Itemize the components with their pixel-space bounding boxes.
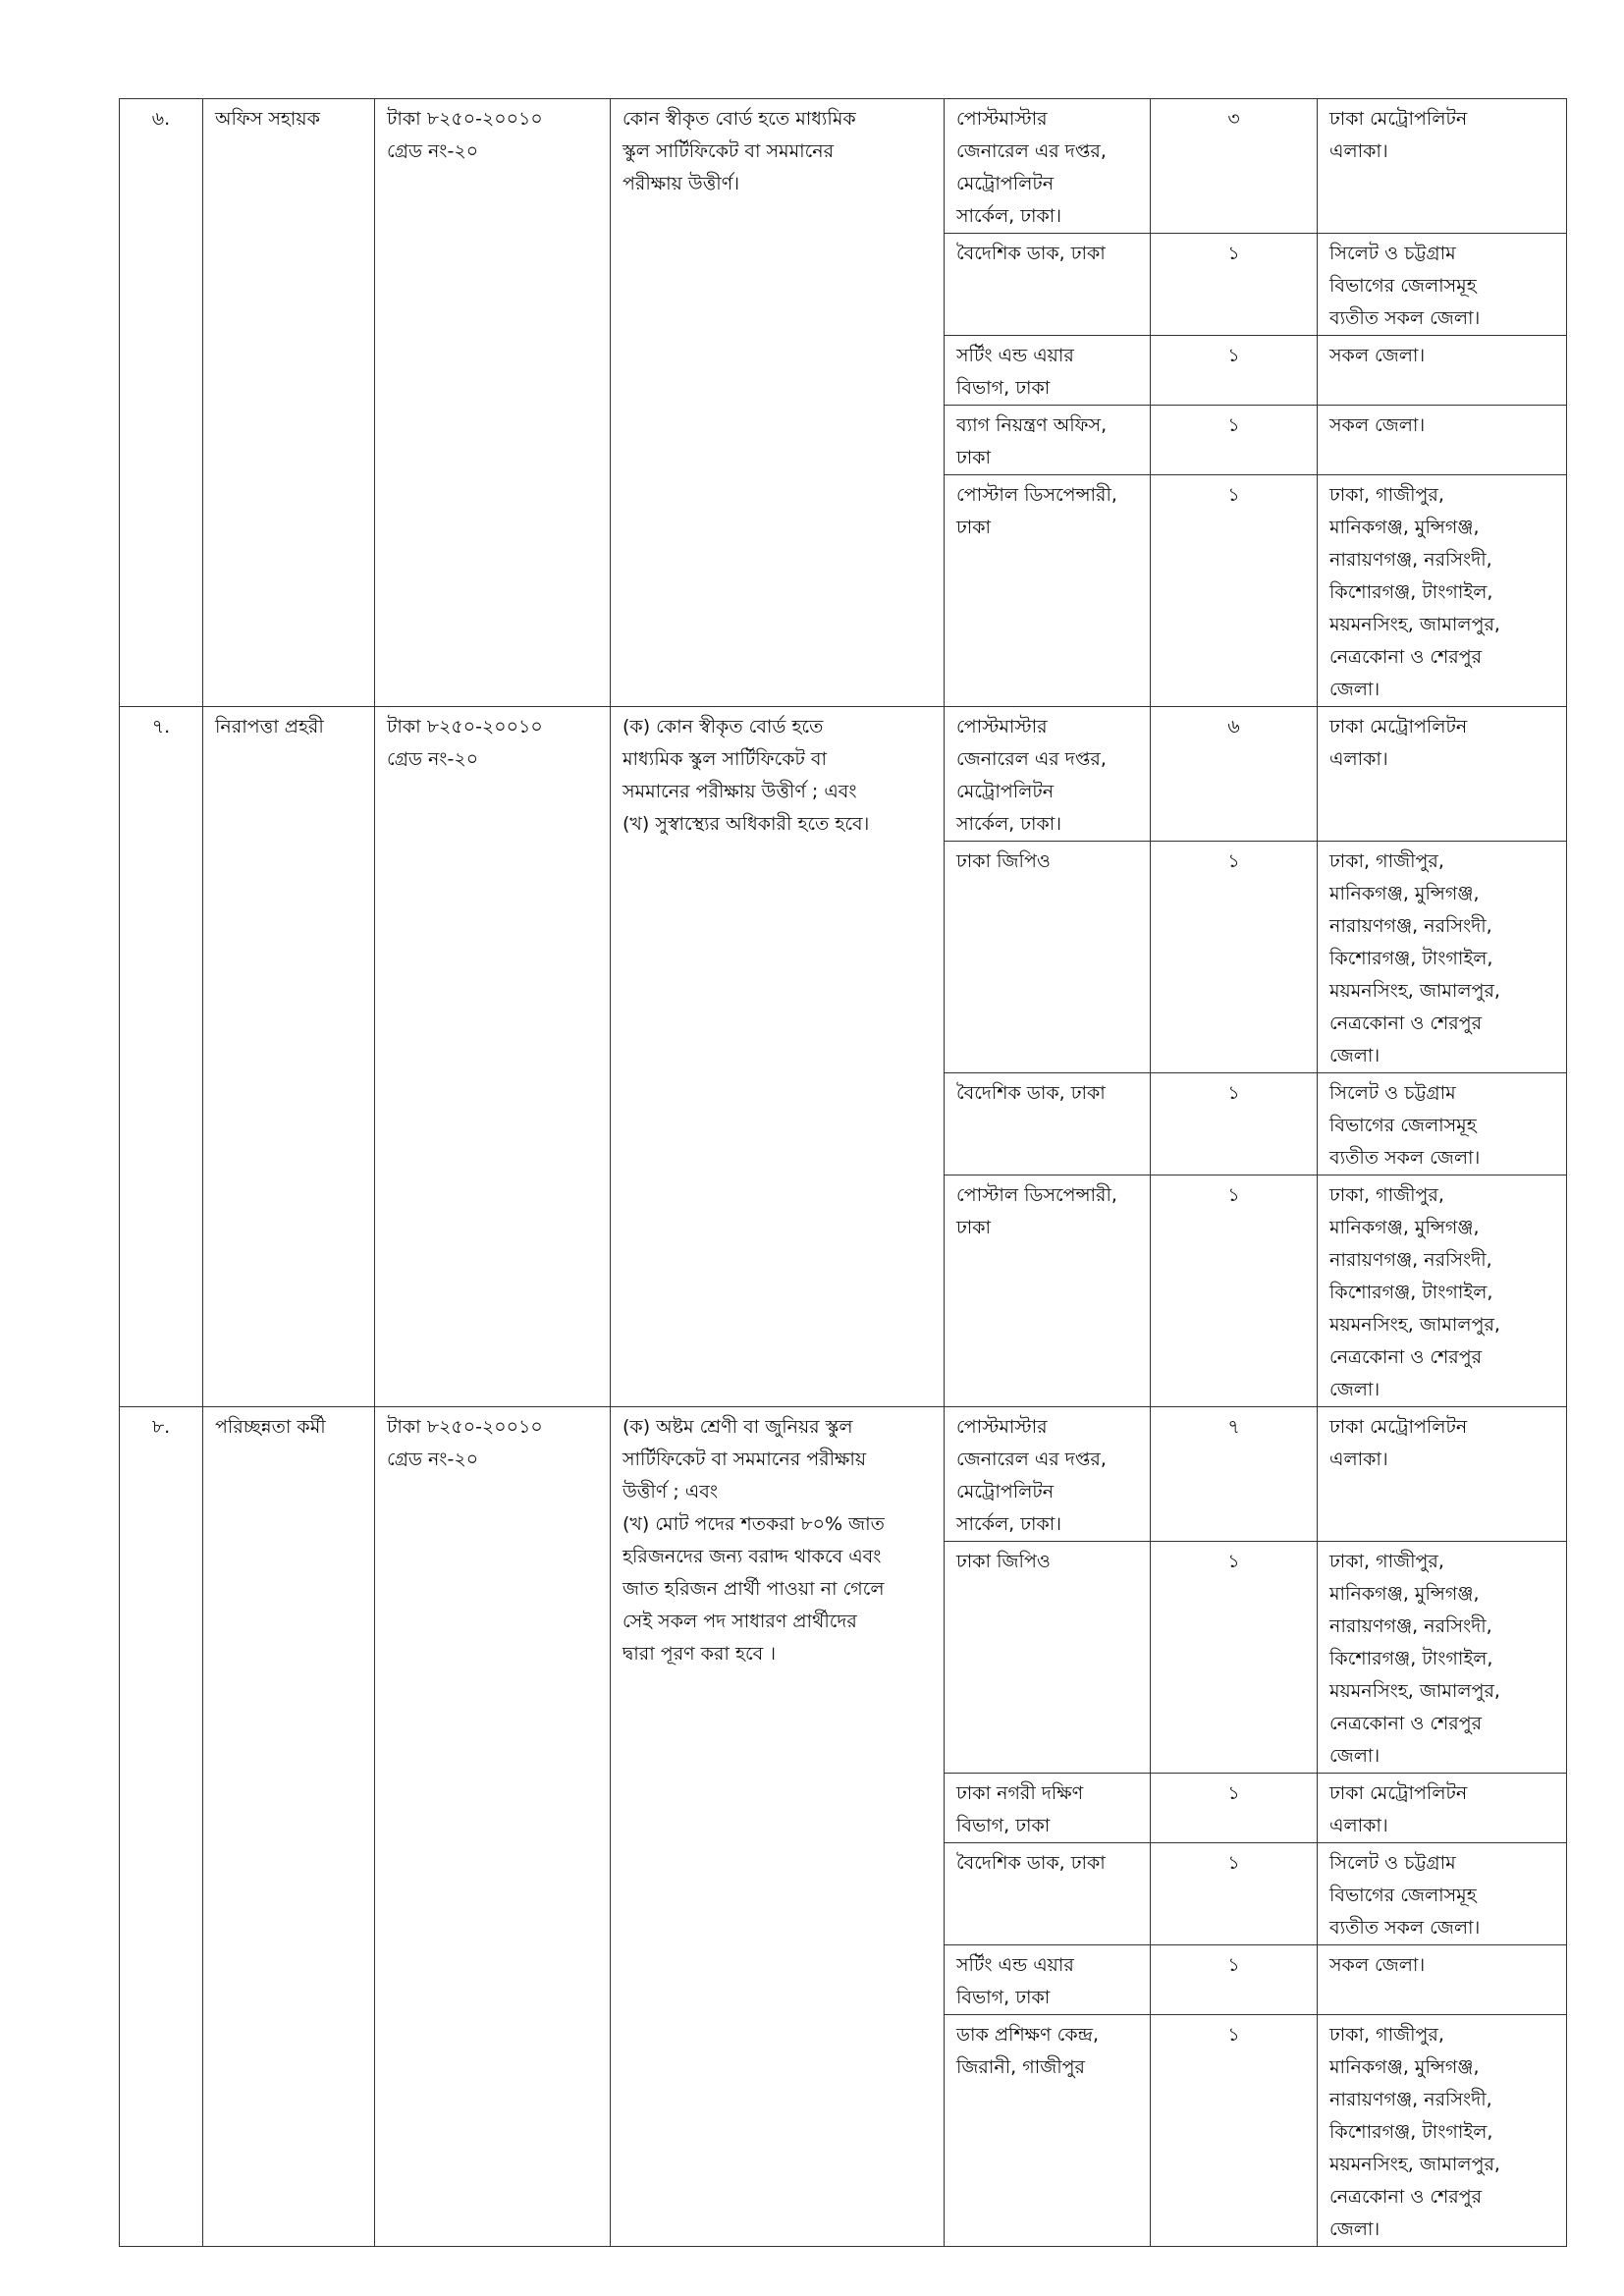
eligible-area-cell-line: সিলেট ও চট্টগ্রাম bbox=[1329, 243, 1456, 264]
eligible-area-cell-line: মানিকগঞ্জ, মুন্সিগঞ্জ, bbox=[1329, 883, 1480, 904]
qualification-cell-line: কোন স্বীকৃত বোর্ড হতে মাধ্যমিক bbox=[623, 108, 856, 130]
eligible-area-cell-line: ঢাকা, গাজীপুর, bbox=[1329, 850, 1444, 872]
eligible-area-cell-line: জেলা। bbox=[1329, 679, 1380, 700]
post-count-cell: ১ bbox=[1151, 1542, 1318, 1774]
office-cell bbox=[945, 475, 1151, 707]
pay-scale-cell-line: টাকা ৮২৫০-২০০১০ bbox=[387, 716, 543, 738]
post-name-cell: নিরাপত্তা প্রহরী bbox=[203, 707, 375, 1407]
eligible-area-cell-line: ময়মনসিংহ, জামালপুর, bbox=[1329, 980, 1500, 1002]
office-cell-line: সার্কেল, ঢাকা। bbox=[956, 1513, 1062, 1535]
office-cell bbox=[945, 1542, 1151, 1774]
eligible-area-cell-line: ময়মনসিংহ, জামালপুর, bbox=[1329, 1680, 1500, 1702]
post-count-cell: ১ bbox=[1151, 234, 1318, 336]
eligible-area-cell bbox=[1318, 99, 1567, 234]
eligible-area-cell-line: ঢাকা মেট্রোপলিটন bbox=[1329, 108, 1468, 130]
qualification-cell-line: (খ) সুস্বাস্থ্যের অধিকারী হতে হবে। bbox=[623, 813, 870, 835]
office-cell bbox=[945, 1774, 1151, 1843]
office-cell bbox=[945, 336, 1151, 406]
office-cell bbox=[945, 406, 1151, 475]
qualification-cell-line: সমমানের পরীক্ষায় উত্তীর্ণ ; এবং bbox=[623, 781, 857, 802]
eligible-area-cell bbox=[1318, 1175, 1567, 1407]
vacancy-table bbox=[119, 98, 1567, 2247]
pay-scale-cell-line: টাকা ৮২৫০-২০০১০ bbox=[387, 108, 543, 130]
eligible-area-cell bbox=[1318, 2015, 1567, 2247]
eligible-area-cell-line: মানিকগঞ্জ, মুন্সিগঞ্জ, bbox=[1329, 1217, 1480, 1238]
eligible-area-cell-line: নারায়ণগঞ্জ, নরসিংদী, bbox=[1329, 549, 1492, 571]
eligible-area-cell-line: ব্যতীত সকল জেলা। bbox=[1329, 1917, 1481, 1939]
post-count-cell: ১ bbox=[1151, 842, 1318, 1073]
office-cell-line: মেট্রোপলিটন bbox=[956, 1481, 1055, 1503]
office-cell-line: ঢাকা জিপিও bbox=[956, 850, 1051, 872]
eligible-area-cell bbox=[1318, 475, 1567, 707]
eligible-area-cell bbox=[1318, 842, 1567, 1073]
post-count-cell: ১ bbox=[1151, 1175, 1318, 1407]
eligible-area-cell-line: সকল জেলা। bbox=[1329, 1954, 1426, 1976]
eligible-area-cell-line: নেত্রকোনা ও শেরপুর bbox=[1329, 2186, 1483, 2208]
eligible-area-cell-line: ময়মনসিংহ, জামালপুর, bbox=[1329, 614, 1500, 635]
office-cell bbox=[945, 707, 1151, 842]
eligible-area-cell-line: মানিকগঞ্জ, মুন্সিগঞ্জ, bbox=[1329, 1583, 1480, 1605]
pay-scale-cell bbox=[375, 707, 611, 1407]
office-cell bbox=[945, 842, 1151, 1073]
eligible-area-cell-line: কিশোরগঞ্জ, টাংগাইল, bbox=[1329, 581, 1493, 603]
eligible-area-cell-line: ঢাকা, গাজীপুর, bbox=[1329, 2024, 1444, 2046]
eligible-area-cell-line: নেত্রকোনা ও শেরপুর bbox=[1329, 1346, 1483, 1368]
qualification-cell bbox=[611, 707, 945, 1407]
post-count-cell: ১ bbox=[1151, 1073, 1318, 1175]
eligible-area-cell-line: নারায়ণগঞ্জ, নরসিংদী, bbox=[1329, 915, 1492, 937]
office-cell-line: মেট্রোপলিটন bbox=[956, 173, 1055, 194]
office-cell-line: বৈদেশিক ডাক, ঢাকা bbox=[956, 243, 1106, 264]
office-cell bbox=[945, 1945, 1151, 2015]
post-count-cell: ১ bbox=[1151, 475, 1318, 707]
office-cell bbox=[945, 99, 1151, 234]
eligible-area-cell-line: কিশোরগঞ্জ, টাংগাইল, bbox=[1329, 1648, 1493, 1669]
eligible-area-cell bbox=[1318, 336, 1567, 406]
eligible-area-cell-line: মানিকগঞ্জ, মুন্সিগঞ্জ, bbox=[1329, 2056, 1480, 2078]
office-cell bbox=[945, 2015, 1151, 2247]
post-count-cell: ৩ bbox=[1151, 99, 1318, 234]
office-cell-line: সর্টিং এন্ড এয়ার bbox=[956, 345, 1074, 366]
eligible-area-cell-line: ঢাকা, গাজীপুর, bbox=[1329, 1551, 1444, 1572]
eligible-area-cell bbox=[1318, 1542, 1567, 1774]
eligible-area-cell-line: বিভাগের জেলাসমূহ bbox=[1329, 1885, 1477, 1906]
office-cell-line: বিভাগ, ঢাকা bbox=[956, 377, 1051, 399]
office-cell-line: জেনারেল এর দপ্তর, bbox=[956, 1449, 1107, 1470]
post-count-cell: ৭ bbox=[1151, 1407, 1318, 1542]
office-cell bbox=[945, 1843, 1151, 1945]
eligible-area-cell-line: সকল জেলা। bbox=[1329, 345, 1426, 366]
qualification-cell-line: জাত হরিজন প্রার্থী পাওয়া না গেলে bbox=[623, 1578, 885, 1600]
pay-scale-cell-line: গ্রেড নং-২০ bbox=[387, 140, 479, 162]
qualification-cell-line: সেই সকল পদ সাধারণ প্রার্থীদের bbox=[623, 1611, 857, 1632]
eligible-area-cell-line: নারায়ণগঞ্জ, নরসিংদী, bbox=[1329, 1249, 1492, 1271]
eligible-area-cell-line: এলাকা। bbox=[1329, 1449, 1388, 1470]
office-cell-line: বৈদেশিক ডাক, ঢাকা bbox=[956, 1082, 1106, 1104]
post-name-cell: পরিচ্ছন্নতা কর্মী bbox=[203, 1407, 375, 2247]
office-cell-line: ঢাকা জিপিও bbox=[956, 1551, 1051, 1572]
eligible-area-cell bbox=[1318, 1073, 1567, 1175]
eligible-area-cell bbox=[1318, 1843, 1567, 1945]
post-count-cell: ১ bbox=[1151, 1774, 1318, 1843]
eligible-area-cell-line: সিলেট ও চট্টগ্রাম bbox=[1329, 1082, 1456, 1104]
office-cell-line: পোস্টমাস্টার bbox=[956, 1416, 1048, 1438]
eligible-area-cell-line: বিভাগের জেলাসমূহ bbox=[1329, 1115, 1477, 1136]
office-cell-line: ব্যাগ নিয়ন্ত্রণ অফিস, bbox=[956, 414, 1108, 436]
office-cell bbox=[945, 1073, 1151, 1175]
pay-scale-cell-line: গ্রেড নং-২০ bbox=[387, 1449, 479, 1470]
office-cell-line: বিভাগ, ঢাকা bbox=[956, 1987, 1051, 2008]
post-count-cell: ১ bbox=[1151, 1843, 1318, 1945]
office-cell-line: ঢাকা bbox=[956, 1217, 992, 1238]
office-cell bbox=[945, 234, 1151, 336]
pay-scale-cell-line: গ্রেড নং-২০ bbox=[387, 748, 479, 770]
serial-cell: ৬. bbox=[120, 99, 203, 707]
office-cell-line: পোস্টমাস্টার bbox=[956, 108, 1048, 130]
serial-cell: ৭. bbox=[120, 707, 203, 1407]
post-name-cell: অফিস সহায়ক bbox=[203, 99, 375, 707]
eligible-area-cell-line: সকল জেলা। bbox=[1329, 414, 1426, 436]
serial-cell: ৮. bbox=[120, 1407, 203, 2247]
eligible-area-cell-line: ঢাকা মেট্রোপলিটন bbox=[1329, 1782, 1468, 1804]
qualification-cell-line: সার্টিফিকেট বা সমমানের পরীক্ষায় bbox=[623, 1449, 867, 1470]
eligible-area-cell-line: নারায়ণগঞ্জ, নরসিংদী, bbox=[1329, 1615, 1492, 1637]
eligible-area-cell-line: এলাকা। bbox=[1329, 1815, 1388, 1836]
office-cell-line: ঢাকা bbox=[956, 447, 992, 468]
qualification-cell-line: পরীক্ষায় উত্তীর্ণ। bbox=[623, 173, 740, 194]
qualification-cell-line: হরিজনদের জন্য বরাদ্দ থাকবে এবং bbox=[623, 1546, 882, 1567]
post-count-cell: ১ bbox=[1151, 336, 1318, 406]
eligible-area-cell bbox=[1318, 1945, 1567, 2015]
office-cell-line: পোস্টাল ডিসপেন্সারী, bbox=[956, 484, 1117, 506]
eligible-area-cell-line: জেলা। bbox=[1329, 2218, 1380, 2240]
table-row bbox=[120, 99, 1567, 234]
office-cell-line: মেট্রোপলিটন bbox=[956, 781, 1055, 802]
office-cell-line: জেনারেল এর দপ্তর, bbox=[956, 140, 1107, 162]
qualification-cell bbox=[611, 99, 945, 707]
qualification-cell-line: (ক) কোন স্বীকৃত বোর্ড হতে bbox=[623, 716, 824, 738]
eligible-area-cell-line: ঢাকা মেট্রোপলিটন bbox=[1329, 716, 1468, 738]
eligible-area-cell-line: কিশোরগঞ্জ, টাংগাইল, bbox=[1329, 1282, 1493, 1303]
eligible-area-cell-line: এলাকা। bbox=[1329, 140, 1388, 162]
office-cell bbox=[945, 1407, 1151, 1542]
qualification-cell bbox=[611, 1407, 945, 2247]
office-cell-line: জেনারেল এর দপ্তর, bbox=[956, 748, 1107, 770]
eligible-area-cell-line: নেত্রকোনা ও শেরপুর bbox=[1329, 1012, 1483, 1034]
eligible-area-cell-line: কিশোরগঞ্জ, টাংগাইল, bbox=[1329, 2121, 1493, 2143]
post-count-cell: ১ bbox=[1151, 1945, 1318, 2015]
eligible-area-cell bbox=[1318, 1407, 1567, 1542]
eligible-area-cell-line: ঢাকা মেট্রোপলিটন bbox=[1329, 1416, 1468, 1438]
eligible-area-cell-line: নারায়ণগঞ্জ, নরসিংদী, bbox=[1329, 2089, 1492, 2110]
eligible-area-cell-line: জেলা। bbox=[1329, 1045, 1380, 1066]
eligible-area-cell-line: মানিকগঞ্জ, মুন্সিগঞ্জ, bbox=[1329, 517, 1480, 538]
office-cell-line: সর্টিং এন্ড এয়ার bbox=[956, 1954, 1074, 1976]
post-count-cell: ১ bbox=[1151, 406, 1318, 475]
office-cell-line: সার্কেল, ঢাকা। bbox=[956, 813, 1062, 835]
qualification-cell-line: মাধ্যমিক স্কুল সার্টিফিকেট বা bbox=[623, 748, 827, 770]
eligible-area-cell bbox=[1318, 707, 1567, 842]
eligible-area-cell bbox=[1318, 234, 1567, 336]
pay-scale-cell bbox=[375, 99, 611, 707]
table-row bbox=[120, 1407, 1567, 1542]
qualification-cell-line: (ক) অষ্টম শ্রেণী বা জুনিয়র স্কুল bbox=[623, 1416, 853, 1438]
eligible-area-cell-line: জেলা। bbox=[1329, 1745, 1380, 1767]
qualification-cell-line: দ্বারা পূরণ করা হবে । bbox=[623, 1643, 776, 1665]
qualification-cell-line: (খ) মোট পদের শতকরা ৮০% জাত bbox=[623, 1513, 885, 1535]
eligible-area-cell-line: ঢাকা, গাজীপুর, bbox=[1329, 484, 1444, 506]
eligible-area-cell-line: ব্যতীত সকল জেলা। bbox=[1329, 307, 1481, 329]
post-count-cell: ১ bbox=[1151, 2015, 1318, 2247]
eligible-area-cell-line: কিশোরগঞ্জ, টাংগাইল, bbox=[1329, 948, 1493, 969]
eligible-area-cell-line: ময়মনসিংহ, জামালপুর, bbox=[1329, 1314, 1500, 1336]
eligible-area-cell bbox=[1318, 406, 1567, 475]
eligible-area-cell-line: নেত্রকোনা ও শেরপুর bbox=[1329, 646, 1483, 668]
eligible-area-cell-line: সিলেট ও চট্টগ্রাম bbox=[1329, 1852, 1456, 1874]
eligible-area-cell-line: ঢাকা, গাজীপুর, bbox=[1329, 1184, 1444, 1206]
office-cell-line: ঢাকা bbox=[956, 517, 992, 538]
office-cell-line: সার্কেল, ঢাকা। bbox=[956, 205, 1062, 227]
office-cell-line: ঢাকা নগরী দক্ষিণ bbox=[956, 1782, 1084, 1804]
office-cell-line: জিরানী, গাজীপুর bbox=[956, 2056, 1085, 2078]
office-cell-line: বিভাগ, ঢাকা bbox=[956, 1815, 1051, 1836]
pay-scale-cell-line: টাকা ৮২৫০-২০০১০ bbox=[387, 1416, 543, 1438]
eligible-area-cell-line: ব্যতীত সকল জেলা। bbox=[1329, 1147, 1481, 1169]
office-cell-line: বৈদেশিক ডাক, ঢাকা bbox=[956, 1852, 1106, 1874]
qualification-cell-line: উত্তীর্ণ ; এবং bbox=[623, 1481, 719, 1503]
office-cell bbox=[945, 1175, 1151, 1407]
eligible-area-cell-line: জেলা। bbox=[1329, 1379, 1380, 1400]
office-cell-line: পোস্টমাস্টার bbox=[956, 716, 1048, 738]
eligible-area-cell-line: ময়মনসিংহ, জামালপুর, bbox=[1329, 2154, 1500, 2175]
eligible-area-cell bbox=[1318, 1774, 1567, 1843]
table-row bbox=[120, 707, 1567, 842]
pay-scale-cell bbox=[375, 1407, 611, 2247]
eligible-area-cell-line: বিভাগের জেলাসমূহ bbox=[1329, 275, 1477, 297]
office-cell-line: ডাক প্রশিক্ষণ কেন্দ্র, bbox=[956, 2024, 1100, 2046]
office-cell-line: পোস্টাল ডিসপেন্সারী, bbox=[956, 1184, 1117, 1206]
post-count-cell: ৬ bbox=[1151, 707, 1318, 842]
eligible-area-cell-line: নেত্রকোনা ও শেরপুর bbox=[1329, 1713, 1483, 1734]
eligible-area-cell-line: এলাকা। bbox=[1329, 748, 1388, 770]
qualification-cell-line: স্কুল সার্টিফিকেট বা সমমানের bbox=[623, 140, 835, 162]
